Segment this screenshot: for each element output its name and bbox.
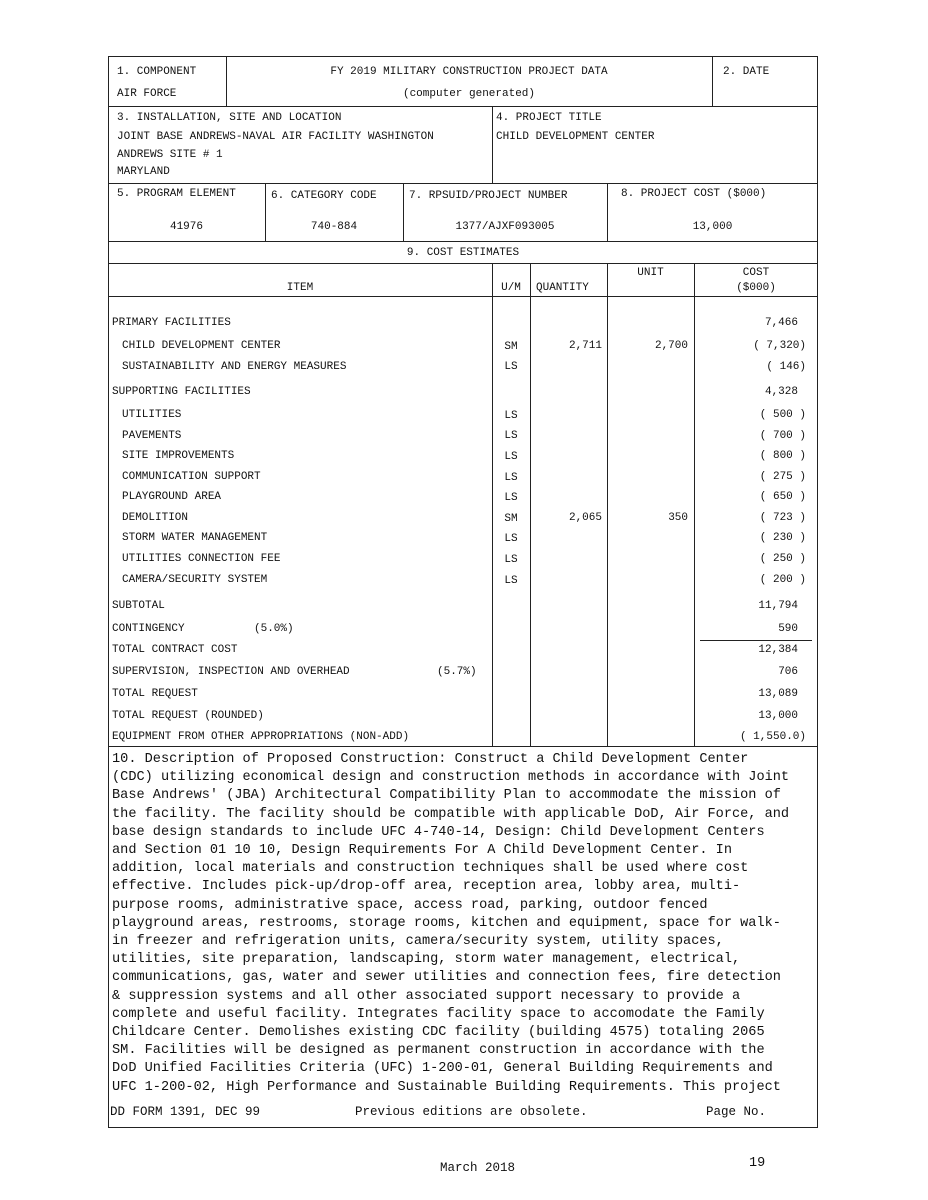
description-line: DoD Unified Facilities Criteria (UFC) 1-200-01, General Building Requirements and <box>112 1061 773 1077</box>
category-code-label: 6. CATEGORY CODE <box>271 190 377 202</box>
description-line: the facility. The facility should be compatible with applicable DoD, Air Force, and <box>112 806 790 822</box>
row-um: LS <box>504 575 518 587</box>
page-number: 19 <box>749 1156 766 1171</box>
description-line: purpose rooms, administrative space, access road, parking, outdoor fenced <box>112 897 708 913</box>
row-unit: 2,700 <box>654 340 688 352</box>
description-line: 10. Description of Proposed Construction: Construct a Child Development Center <box>112 752 749 767</box>
row-cost: ( 275 ) <box>759 471 806 483</box>
row-item: STORM WATER MANAGEMENT <box>122 532 268 544</box>
row-item: SUPPORTING FACILITIES <box>112 386 251 398</box>
installation-line: ANDREWS SITE # 1 <box>117 149 223 161</box>
description-line: (CDC) utilizing economical design and construction methods in accordance with Joint <box>112 770 790 786</box>
total-cost: 706 <box>778 666 798 678</box>
date-label: 2. DATE <box>723 66 770 78</box>
total-label: TOTAL CONTRACT COST <box>112 644 238 656</box>
row-um: LS <box>504 430 518 442</box>
row-item: SUSTAINABILITY AND ENERGY MEASURES <box>122 361 347 373</box>
row-item: UTILITIES CONNECTION FEE <box>122 553 281 565</box>
row-um: SM <box>504 341 518 353</box>
obsolete-note: Previous editions are obsolete. <box>355 1105 588 1119</box>
project-title-label: 4. PROJECT TITLE <box>496 112 602 124</box>
row-item: UTILITIES <box>122 409 182 421</box>
description-line: Childcare Center. Demolishes existing CDC facility (building 4575) totaling 2065 <box>112 1025 765 1041</box>
form-title: FY 2019 MILITARY CONSTRUCTION PROJECT DATA <box>330 66 608 78</box>
total-label: EQUIPMENT FROM OTHER APPROPRIATIONS (NON-ADD) <box>112 731 410 743</box>
row-um: LS <box>504 410 518 422</box>
description-line: SM. Facilities will be designed as permanent construction in accordance with the <box>112 1043 765 1059</box>
page-no-label: Page No. <box>706 1105 767 1119</box>
row-cost: ( 7,320) <box>753 340 806 352</box>
description-block <box>112 751 812 1097</box>
total-label: TOTAL REQUEST (ROUNDED) <box>112 710 264 722</box>
rule-contract-total <box>700 640 812 641</box>
project-title-value: CHILD DEVELOPMENT CENTER <box>496 131 655 143</box>
description-line: & suppression systems and all other associated support necessary to provide a <box>112 988 741 1004</box>
col-cost-unit: ($000) <box>736 282 776 294</box>
total-cost: 13,089 <box>758 688 798 700</box>
cost-estimates-title: 9. COST ESTIMATES <box>406 247 520 259</box>
row-cost: ( 146) <box>766 361 806 373</box>
installation-line: MARYLAND <box>117 166 170 178</box>
rule-program <box>108 241 818 242</box>
row-cost: ( 500 ) <box>759 409 806 421</box>
description-line: UFC 1-200-02, High Performance and Sustainable Building Requirements. This project <box>112 1079 781 1095</box>
rule-qty <box>530 263 531 746</box>
total-cost: 590 <box>778 623 798 635</box>
row-item: PRIMARY FACILITIES <box>112 317 231 329</box>
total-label: SUPERVISION, INSPECTION AND OVERHEAD <box>112 666 350 678</box>
rule-description <box>108 746 818 747</box>
row-item: PAVEMENTS <box>122 430 182 442</box>
rule-project-title <box>492 106 493 183</box>
row-cost: 7,466 <box>764 317 798 329</box>
description-line: effective. Includes pick-up/drop-off area, reception area, lobby area, multi- <box>112 879 741 895</box>
rule-header <box>108 106 818 107</box>
total-label: SUBTOTAL <box>112 600 165 612</box>
row-cost: ( 700 ) <box>759 430 806 442</box>
rule-section9 <box>108 263 818 264</box>
row-item: CHILD DEVELOPMENT CENTER <box>122 340 281 352</box>
row-um: LS <box>504 533 518 545</box>
row-item: SITE IMPROVEMENTS <box>122 450 235 462</box>
row-um: LS <box>504 492 518 504</box>
description-line: Base Andrews' (JBA) Architectural Compatibility Plan to accommodate the mission of <box>112 788 781 804</box>
total-cost: 11,794 <box>758 600 798 612</box>
row-item: PLAYGROUND AREA <box>122 491 222 503</box>
row-item: DEMOLITION <box>122 512 189 524</box>
component-value: AIR FORCE <box>117 88 177 100</box>
total-cost: 13,000 <box>758 710 798 722</box>
form-subtitle: (computer generated) <box>402 88 536 100</box>
description-line: base design standards to include UFC 4-740-14, Design: Child Development Centers <box>112 824 765 840</box>
rpsuid-value: 1377/AJXF093005 <box>455 221 555 233</box>
row-cost: ( 650 ) <box>759 491 806 503</box>
total-pct: (5.0%) <box>254 623 294 635</box>
installation-line: JOINT BASE ANDREWS-NAVAL AIR FACILITY WASHINGTON <box>117 131 434 143</box>
project-cost-label: 8. PROJECT COST ($000) <box>621 188 767 200</box>
total-label: TOTAL REQUEST <box>112 688 198 700</box>
program-element-value: 41976 <box>169 221 203 233</box>
installation-label: 3. INSTALLATION, SITE AND LOCATION <box>117 112 342 124</box>
total-label: CONTINGENCY <box>112 623 185 635</box>
col-quantity: QUANTITY <box>536 282 589 294</box>
row-unit: 350 <box>668 512 688 524</box>
row-cost: ( 200 ) <box>759 574 806 586</box>
rule-installation <box>108 183 818 184</box>
col-item: ITEM <box>286 282 314 294</box>
row-um: SM <box>504 513 518 525</box>
row-item: CAMERA/SECURITY SYSTEM <box>122 574 268 586</box>
row-qty: 2,065 <box>568 512 602 524</box>
description-line: addition, local materials and construction techniques shall be used where cost <box>112 861 749 877</box>
description-line: and Section 01 10 10, Design Requirements For A Child Development Center. In <box>112 843 732 859</box>
col-um: U/M <box>501 282 521 294</box>
rule-date <box>712 56 713 106</box>
rpsuid-label: 7. RPSUID/PROJECT NUMBER <box>409 190 568 202</box>
total-cost: ( 1,550.0) <box>739 731 806 743</box>
rule-unit <box>607 263 608 746</box>
component-label: 1. COMPONENT <box>117 66 197 78</box>
program-element-label: 5. PROGRAM ELEMENT <box>117 188 236 200</box>
col-cost: COST <box>742 267 770 279</box>
col-unit: UNIT <box>637 267 664 279</box>
category-code-value: 740-884 <box>310 221 358 233</box>
total-cost: 12,384 <box>758 644 798 656</box>
row-um: LS <box>504 554 518 566</box>
row-um: LS <box>504 472 518 484</box>
total-pct: (5.7%) <box>437 666 477 678</box>
row-qty: 2,711 <box>568 340 602 352</box>
row-cost: ( 800 ) <box>759 450 806 462</box>
description-line: communications, gas, water and sewer utilities and connection fees, fire detection <box>112 970 781 986</box>
row-um: LS <box>504 451 518 463</box>
description-line: playground areas, restrooms, storage rooms, kitchen and equipment, space for walk- <box>112 915 781 931</box>
project-cost-value: 13,000 <box>692 221 733 233</box>
description-line: complete and useful facility. Integrates facility space to accomodate the Family <box>112 1006 765 1022</box>
row-item: COMMUNICATION SUPPORT <box>122 471 261 483</box>
description-line: utilities, site preparation, landscaping, storm water management, electrical, <box>112 952 741 968</box>
row-um: LS <box>504 361 518 373</box>
description-line: in freezer and refrigeration units, camera/security system, utility spaces, <box>112 934 724 950</box>
row-cost: ( 250 ) <box>759 553 806 565</box>
form-number: DD FORM 1391, DEC 99 <box>110 1105 261 1119</box>
row-cost: ( 723 ) <box>759 512 806 524</box>
row-cost: ( 230 ) <box>759 532 806 544</box>
rule-colheads <box>108 296 818 297</box>
row-cost: 4,328 <box>764 386 798 398</box>
footer-date: March 2018 <box>440 1161 516 1175</box>
